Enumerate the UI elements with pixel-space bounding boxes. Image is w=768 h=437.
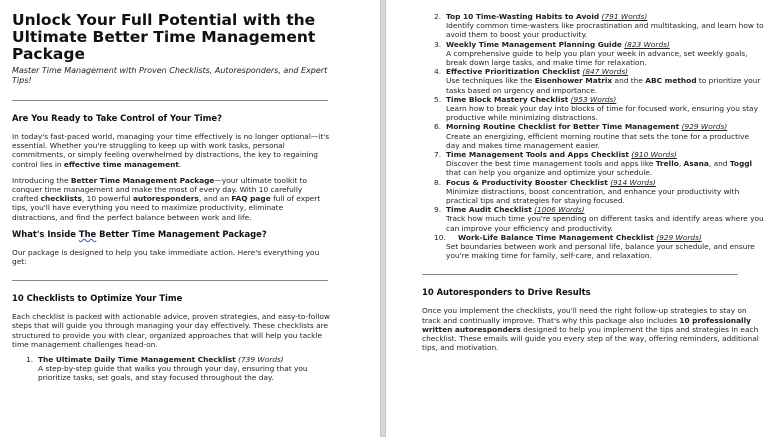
page-right-content — [422, 0, 764, 353]
list-item-title: Time Management Tools and Apps Checklist — [446, 150, 629, 160]
list-item-description: A comprehensive guide to help you plan your week in advance, set weekly goals, break down large tasks, and make time for relaxation. — [446, 48, 748, 68]
list-item-number: 10. — [434, 232, 446, 242]
list-item-description: A step-by-step guide that walks you through your day, ensuring that you prioritize tasks, set goals, and stay focused throughout the day. — [38, 364, 308, 383]
text-run-bold: checklists — [40, 194, 82, 204]
list-item-number: 5. — [434, 94, 442, 104]
text-run: What's Inside — [12, 228, 79, 239]
list-item-number: 6. — [434, 122, 442, 132]
list-item-title: Time Audit Checklist — [446, 205, 532, 215]
list-item — [434, 95, 764, 123]
spellcheck-word: The — [78, 228, 97, 239]
list-item-number: 9. — [434, 205, 442, 215]
list-item-word-count: (929 Words) — [681, 122, 728, 132]
list-item-word-count: (929 Words) — [656, 232, 702, 242]
list-item — [434, 12, 764, 40]
list-item-description: Set boundaries between work and personal life, balance your schedule, and ensure you're making time for family, self-care, and relaxation. — [446, 242, 755, 261]
list-item — [434, 67, 764, 95]
paragraph-intro-text: In today's fast-paced world, managing your time effectively is no longer optional—it's essential. Whether you're struggling to keep up with work tasks, personal commitments, or simply feeling overwhelmed by distractions, the key to regaining control lies in — [12, 132, 330, 169]
list-item-number: 3. — [434, 39, 442, 49]
list-item-word-count: (739 Words) — [238, 355, 284, 365]
text-run: , and an — [198, 194, 232, 204]
list-item-word-count: (847 Words) — [582, 67, 629, 77]
list-item-description — [446, 76, 764, 94]
text-run-bold: Better Time Management Package — [70, 175, 215, 185]
paragraph-checklists: Each checklist is packed with actionable advice, proven strategies, and easy-to-follow steps that will guide you through managing your day effectively. These checklists are structured to provide you with clear, organized approaches that will help you tackle time management challenges head-on. — [12, 312, 330, 349]
list-item-title: Time Block Mastery Checklist — [446, 94, 569, 104]
text-run: , 10 powerful — [81, 194, 133, 204]
checklist-list-continued — [434, 12, 764, 260]
page-left-content — [12, 12, 330, 383]
list-item-word-count: (791 Words) — [601, 12, 648, 21]
list-item-title: Weekly Time Management Planning Guide — [446, 39, 622, 49]
text-run: Use techniques like the — [446, 76, 535, 86]
list-item-word-count: (823 Words) — [624, 39, 670, 49]
list-item-number: 4. — [434, 67, 442, 77]
text-run: , — [678, 159, 684, 169]
list-item — [434, 150, 764, 178]
list-item — [26, 355, 330, 383]
list-item-description — [446, 159, 764, 177]
paragraph-intro-end: . — [178, 159, 182, 169]
list-item — [434, 178, 764, 206]
paragraph-autoresponders — [422, 306, 764, 352]
text-run-bold: ABC method — [645, 76, 697, 86]
section-heading-checklists: 10 Checklists to Optimize Your Time — [12, 293, 183, 304]
text-run-bold: 10 professionally written autoresponders — [422, 315, 751, 334]
list-item — [434, 122, 764, 150]
list-item-word-count: (914 Words) — [610, 177, 656, 187]
document-title: Unlock Your Full Potential with the Ultimate Better Time Management Package — [12, 11, 316, 63]
list-item-number: 1. — [26, 355, 34, 365]
document-subtitle: Master Time Management with Proven Checklists, Autoresponders, and Expert Tips! — [12, 66, 328, 85]
list-item-description: Identify common time-wasters like procrastination and multitasking, and learn how to avoid them to boost your productivity. — [446, 21, 764, 40]
list-item-title: The Ultimate Daily Time Management Checklist — [38, 355, 236, 365]
list-item-description: Track how much time you're spending on different tasks and identify areas where you can improve your efficiency and productivity. — [446, 214, 764, 233]
horizontal-rule — [12, 100, 328, 101]
text-run: Once you implement the checklists, you'll need the right follow-up strategies to stay on track and continually improve. That's why this package also includes — [422, 306, 747, 325]
list-item-title: Morning Routine Checklist for Better Time Management — [446, 122, 680, 132]
text-run-bold: autoresponders — [132, 194, 199, 204]
section-heading-take-control: Are You Ready to Take Control of Your Time? — [12, 113, 222, 123]
horizontal-rule — [422, 274, 738, 275]
document-page-right — [386, 0, 768, 437]
text-run: to prioritize your tasks based on urgency and importance. — [446, 76, 761, 95]
list-item-number: 2. — [434, 12, 442, 21]
text-run: Introducing the — [12, 175, 71, 185]
text-run: and the — [612, 76, 646, 86]
list-item-number: 7. — [434, 150, 442, 160]
text-run-bold: Trello — [655, 159, 679, 169]
list-item-title: Top 10 Time-Wasting Habits to Avoid — [446, 12, 600, 21]
list-item — [434, 40, 764, 68]
paragraph-introducing — [12, 176, 330, 222]
paragraph-intro — [12, 132, 330, 169]
list-item — [434, 205, 764, 233]
list-item — [434, 233, 764, 261]
text-run: Discover the best time management tools and apps like — [446, 159, 656, 169]
paragraph-package: Our package is designed to help you take immediate action. Here's everything you get: — [12, 247, 320, 267]
horizontal-rule — [12, 280, 328, 281]
list-item-title: Work-Life Balance Time Management Checklist — [458, 232, 654, 242]
paragraph-intro-bold: effective time management — [63, 159, 179, 169]
text-run-bold: Eisenhower Matrix — [534, 76, 613, 86]
section-heading-autoresponders: 10 Autoresponders to Drive Results — [422, 287, 591, 298]
text-run-bold: FAQ page — [231, 194, 271, 204]
list-item-number: 8. — [434, 177, 442, 187]
text-run: —your ultimate toolkit to conquer time management and make the most of every day. With 10 carefully crafted — [12, 175, 308, 204]
text-run: full of expert tips, you'll have everything you need to maximize productivity, eliminate distractions, and find the perfect balance between work and life. — [12, 194, 321, 222]
list-item-description: Create an energizing, efficient morning routine that sets the tone for a productive day and makes time management easier. — [446, 131, 750, 150]
subheading-whats-inside — [12, 229, 330, 239]
list-item-word-count: (953 Words) — [570, 94, 617, 104]
list-item-title: Effective Prioritization Checklist — [446, 67, 581, 77]
list-item-description: Minimize distractions, boost concentration, and enhance your productivity with practical tips and strategies for staying focused. — [446, 186, 740, 206]
list-item-word-count: (910 Words) — [631, 150, 677, 160]
text-run-bold: Asana — [683, 159, 709, 169]
text-run: , and — [708, 159, 730, 169]
text-run: designed to help you implement the tips and strategies in each checklist. These emails will guide you every step of the way, offering reminders, additional tips, and motivation. — [422, 324, 759, 353]
text-run: Better Time Management Package? — [96, 228, 267, 239]
text-run-bold: Toggl — [729, 159, 753, 169]
checklist-list — [26, 355, 330, 383]
document-page-left — [0, 0, 380, 437]
list-item-description: Learn how to break your day into blocks of time for focused work, ensuring you stay productive while minimizing distractions. — [446, 104, 758, 123]
list-item-title: Focus & Productivity Booster Checklist — [446, 177, 608, 187]
text-run: that can help you organize and optimize your schedule. — [446, 168, 653, 178]
list-item-word-count: (1006 Words) — [534, 205, 585, 215]
